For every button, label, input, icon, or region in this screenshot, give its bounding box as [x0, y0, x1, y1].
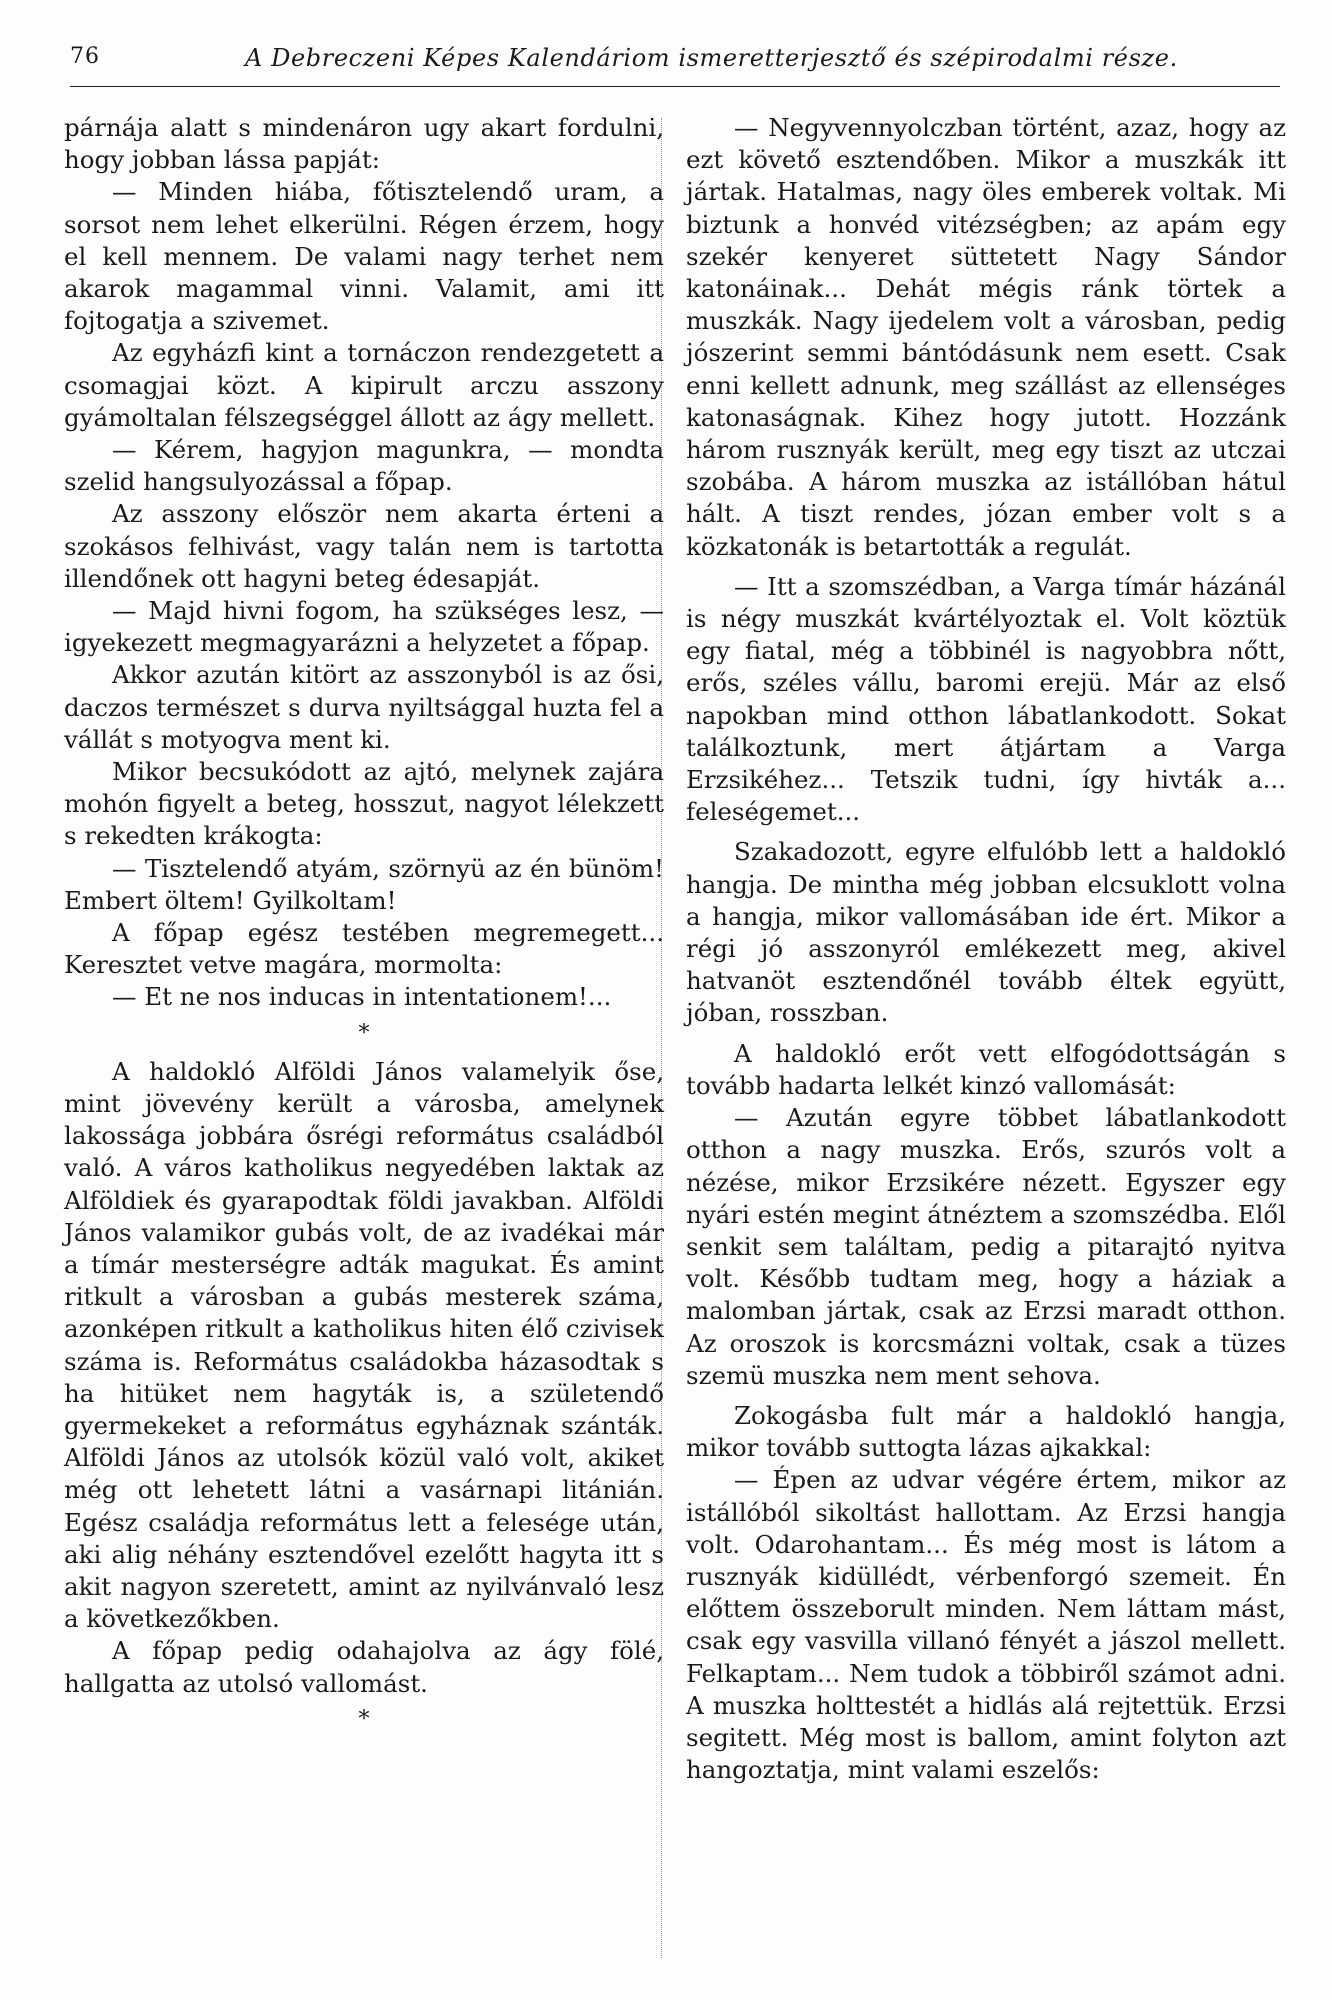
paragraph: — Negyvennyolczban történt, azaz, hogy az ezt követő esztendőben. Mikor a muszkák itt jártak. Hatalmas, nagy öles emberek voltak. Mi biztunk a honvéd vitézségben; az apám egy szekér kenyeret süttetett Nagy Sándor katonáinak... Dehát mégis ránk törtek a muszkák. Nagy ijedelem volt a városban, pedig jószerint semmi bántódásunk nem esett. Csak enni kellett adnunk, meg szállást az ellenséges katonaságnak. Kihez hogy jutott. Hozzánk három rusznyák került, meg egy tiszt az utczai szobába. A három muszka az istállóban hátul hált. A tiszt rendes, józan ember volt s a közkatonák is betartották a regulát.: [686, 113, 1286, 561]
paragraph: Az egyházfi kint a tornáczon rendezgetett a csomagjai közt. A kipirult arczu asszony gyámoltalan félszegséggel állott az ágy mellett.: [64, 338, 664, 432]
paragraph: Szakadozott, egyre elfulóbb lett a haldokló hangja. De mintha még jobban elcsuklott volna a hangja, mikor vallomásában ide ért. Mikor a régi jó asszonyról emlékezett meg, akivel hatvanöt esztendőnél tovább éltek együtt, jóban, rosszban.: [686, 837, 1286, 1028]
paragraph: A haldokló erőt vett elfogódottságán s tovább hadarta lelkét kinzó vallomását:: [686, 1038, 1286, 1100]
paragraph: — Tisztelendő atyám, szörnyü az én bünöm! Embert öltem! Gyilkoltam!: [64, 853, 664, 915]
paragraph: — Majd hivni fogom, ha szükséges lesz, — igyekezett megmagyarázni a helyzetet a főpap.: [64, 596, 664, 658]
page-header: [70, 44, 1280, 84]
paragraph: — Azután egyre többet lábatlankodott otthon a nagy muszka. Erős, szurós volt a nézése, mikor Erzsikére nézett. Egyszer egy nyári estén megint átnéztem a szomszédba. Elől senkit sem találtam, pedig a pitarajtó nyitva volt. Később tudtam meg, hogy a háziak a malomban jártak, csak az Erzsi maradt otthon. Az oroszok is korcsmázni voltak, csak a tüzes szemü muszka nem ment sehova.: [686, 1103, 1286, 1390]
header-rule: [70, 86, 1280, 87]
page-number: 76: [70, 44, 100, 69]
paragraph: A főpap egész testében megremegett... Keresztet vetve magára, mormolta:: [64, 918, 664, 980]
paragraph: A haldokló Alföldi János valamelyik őse, mint jövevény került a városba, amelynek lakossága jobbára ősrégi református családból való. A város katholikus negyedében laktak az Alföldiek és gyarapodtak földi javakban. Alföldi János valamikor gubás volt, de az ivadékai már a tímár mesterségre adták magukat. És amint ritkult a városban a gubás mesterek száma, azonképen ritkult a katholikus hiten élő czivisek száma is. Református családokba házasodtak s ha hitüket nem hagyták is, a születendő gyermekeket a református egyháznak szánták. Alföldi János az utolsók közül való volt, akiket még ott lehetett látni a vasárnapi litánián. Egész családja református lett a felesége után, aki alig néhány esztendővel ezelőtt hagyta itt s akit nagyon szeretett, amint az nyilvánvaló lesz a következőkben.: [64, 1056, 664, 1634]
paragraph: párnája alatt s mindenáron ugy akart fordulni, hogy jobban lássa papját:: [64, 113, 664, 175]
section-separator: *: [358, 1706, 370, 1732]
paragraph: — Kérem, hagyjon magunkra, — mondta szelid hangsulyozással a főpap.: [64, 435, 664, 497]
section-separator: *: [358, 1020, 370, 1046]
paragraph: A főpap pedig odahajolva az ágy fölé, hallgatta az utolsó vallomást.: [64, 1636, 664, 1698]
running-title: A Debreczeni Képes Kalendáriom ismeretterjesztő és szépirodalmi része.: [245, 44, 1178, 72]
paragraph: Mikor becsukódott az ajtó, melynek zajára mohón figyelt a beteg, hosszut, nagyot lélekzett s rekedten krákogta:: [64, 757, 664, 851]
paragraph: Az asszony először nem akarta érteni a szokásos felhivást, vagy talán nem is tartotta illendőnek ott hagyni beteg édesapját.: [64, 499, 664, 593]
paragraph: — Itt a szomszédban, a Varga tímár házánál is négy muszkát kvártélyoztak el. Volt köztük egy fiatal, még a többinél is nagyobbra nőtt, erős, széles vállu, baromi erejü. Már az első napokban mind otthon lábatlankodott. Sokat találkoztunk, mert átjártam a Varga Erzsikéhez... Tetszik tudni, így hivták a... feleségemet...: [686, 571, 1286, 827]
right-column: [686, 112, 1286, 1786]
paragraph: Akkor azután kitört az asszonyból is az ősi, daczos természet s durva nyiltsággal huzta fel a vállát s motyogva ment ki.: [64, 660, 664, 754]
paragraph: — Épen az udvar végére értem, mikor az istállóból sikoltást hallottam. Az Erzsi hangja volt. Odarohantam... És még most is látom a rusznyák kidüllédt, vérbenforgó szemeit. Én előttem összeborult minden. Nem láttam mást, csak egy vasvilla villanó fényét a jászol mellett. Felkaptam... Nem tudok a többiről számot adni. A muszka holttestét a hidlás alá rejtettük. Erzsi segitett. Még most is ballom, amint folyton azt hangoztatja, mint valami eszelős:: [686, 1465, 1286, 1785]
paragraph: — Minden hiába, főtisztelendő uram, a sorsot nem lehet elkerülni. Régen érzem, hogy el kell mennem. De valami nagy terhet nem akarok magammal vinni. Valamit, ami itt fojtogatja a szivemet.: [64, 177, 664, 336]
paragraph: Zokogásba fult már a haldokló hangja, mikor tovább suttogta lázas ajkakkal:: [686, 1400, 1286, 1463]
left-column: [64, 112, 664, 1742]
paragraph: — Et ne nos inducas in intentationem!...: [112, 982, 612, 1012]
